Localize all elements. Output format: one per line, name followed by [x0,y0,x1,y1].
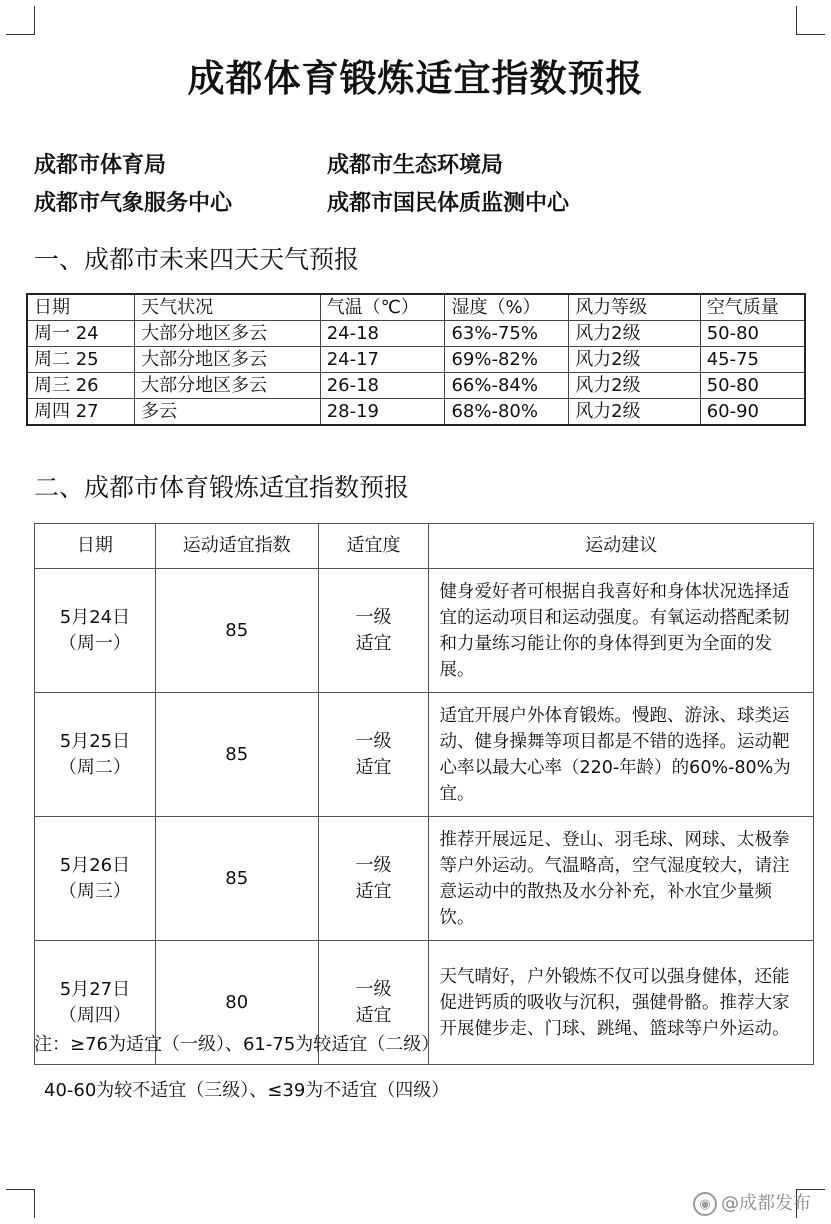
weather-table [26,293,806,426]
cell-humidity: 63%-75% [445,321,569,347]
weather-row [27,347,805,373]
weather-row [27,373,805,399]
cell-humidity: 69%-82% [445,347,569,373]
org-meteorology-center: 成都市气象服务中心 [34,191,233,216]
weekday-text: （周三） [58,880,131,902]
cell-wind: 风力2级 [569,321,701,347]
suit-text: 适宜 [355,880,392,902]
note-line-1: 注：≥76为适宜（一级）、61-75为较适宜（二级） [34,1034,440,1055]
suit-text: 适宜 [355,1004,392,1026]
crop-mark [6,6,35,35]
cell-temp: 24-18 [320,321,445,347]
col-header: 气温（℃） [320,294,445,321]
col-header: 适宜度 [318,524,429,569]
cell-condition: 大部分地区多云 [135,347,321,373]
date-text: 5月25日 [59,730,131,752]
cell-temp: 26-18 [320,373,445,399]
cell-date [35,693,156,817]
cell-condition: 大部分地区多云 [135,373,321,399]
watermark [693,1189,811,1216]
cell-condition: 多云 [135,399,321,426]
date-text: 5月26日 [59,854,131,876]
col-header: 风力等级 [569,294,701,321]
suit-text: 适宜 [355,756,392,778]
section2-heading: 二、成都市体育锻炼适宜指数预报 [34,473,410,502]
level-text: 一级 [355,730,392,752]
cell-wind: 风力2级 [569,373,701,399]
cell-index: 80 [155,941,318,1065]
weekday-text: （周四） [58,1004,131,1026]
note-line-2: 40-60为较不适宜（三级）、≤39为不适宜（四级） [44,1080,450,1101]
col-header: 运动适宜指数 [155,524,318,569]
date-text: 5月24日 [59,606,131,628]
col-header: 天气状况 [135,294,321,321]
org-sports-bureau: 成都市体育局 [34,153,167,178]
cell-advice: 推荐开展远足、登山、羽毛球、网球、太极拳等户外运动。气温略高，空气湿度较大，请注意运动中的散热及水分补充，补水宜少量频饮。 [429,817,814,941]
index-row [35,569,814,693]
cell-aqi: 50-80 [700,321,805,347]
cell-temp: 24-17 [320,347,445,373]
cell-aqi: 50-80 [700,373,805,399]
cell-day: 周三 26 [27,373,135,399]
cell-wind: 风力2级 [569,347,701,373]
section1-heading: 一、成都市未来四天天气预报 [34,245,360,274]
level-text: 一级 [355,854,392,876]
org-ecology-bureau: 成都市生态环境局 [327,153,504,178]
cell-date [35,569,156,693]
level-text: 一级 [355,606,392,628]
col-header: 空气质量 [700,294,805,321]
org-fitness-center: 成都市国民体质监测中心 [327,191,570,216]
cell-temp: 28-19 [320,399,445,426]
index-header-row [35,524,814,569]
col-header: 运动建议 [429,524,814,569]
cell-day: 周一 24 [27,321,135,347]
weekday-text: （周二） [58,756,131,778]
date-text: 5月27日 [59,978,131,1000]
cell-index: 85 [155,817,318,941]
weekday-text: （周一） [58,632,131,654]
weibo-icon: ◉ [693,1192,717,1216]
cell-aqi: 60-90 [700,399,805,426]
weather-header-row [27,294,805,321]
cell-day: 周四 27 [27,399,135,426]
crop-mark [796,6,825,35]
watermark-text: @成都发布 [721,1193,811,1214]
col-header: 湿度（%） [445,294,569,321]
cell-day: 周二 25 [27,347,135,373]
weather-row [27,399,805,426]
cell-advice: 天气晴好，户外锻炼不仅可以强身健体，还能促进钙质的吸收与沉积，强健骨骼。推荐大家开展健步走、门球、跳绳、篮球等户外运动。 [429,941,814,1065]
exercise-index-table [34,523,814,1065]
suit-text: 适宜 [355,632,392,654]
cell-wind: 风力2级 [569,399,701,426]
cell-advice: 健身爱好者可根据自我喜好和身体状况选择适宜的运动项目和运动强度。有氧运动搭配柔韧和力量练习能让你的身体得到更为全面的发展。 [429,569,814,693]
level-text: 一级 [355,978,392,1000]
cell-index: 85 [155,569,318,693]
cell-suitability [318,817,429,941]
col-header: 日期 [27,294,135,321]
crop-mark [6,1189,35,1218]
cell-date [35,817,156,941]
cell-humidity: 68%-80% [445,399,569,426]
cell-suitability [318,693,429,817]
weather-row [27,321,805,347]
cell-suitability [318,569,429,693]
col-header: 日期 [35,524,156,569]
index-row [35,693,814,817]
cell-humidity: 66%-84% [445,373,569,399]
cell-aqi: 45-75 [700,347,805,373]
cell-advice: 适宜开展户外体育锻炼。慢跑、游泳、球类运动、健身操舞等项目都是不错的选择。运动靶心率以最大心率（220-年龄）的60%-80%为宜。 [429,693,814,817]
page-title: 成都体育锻炼适宜指数预报 [187,57,644,100]
index-row [35,817,814,941]
cell-index: 85 [155,693,318,817]
cell-condition: 大部分地区多云 [135,321,321,347]
